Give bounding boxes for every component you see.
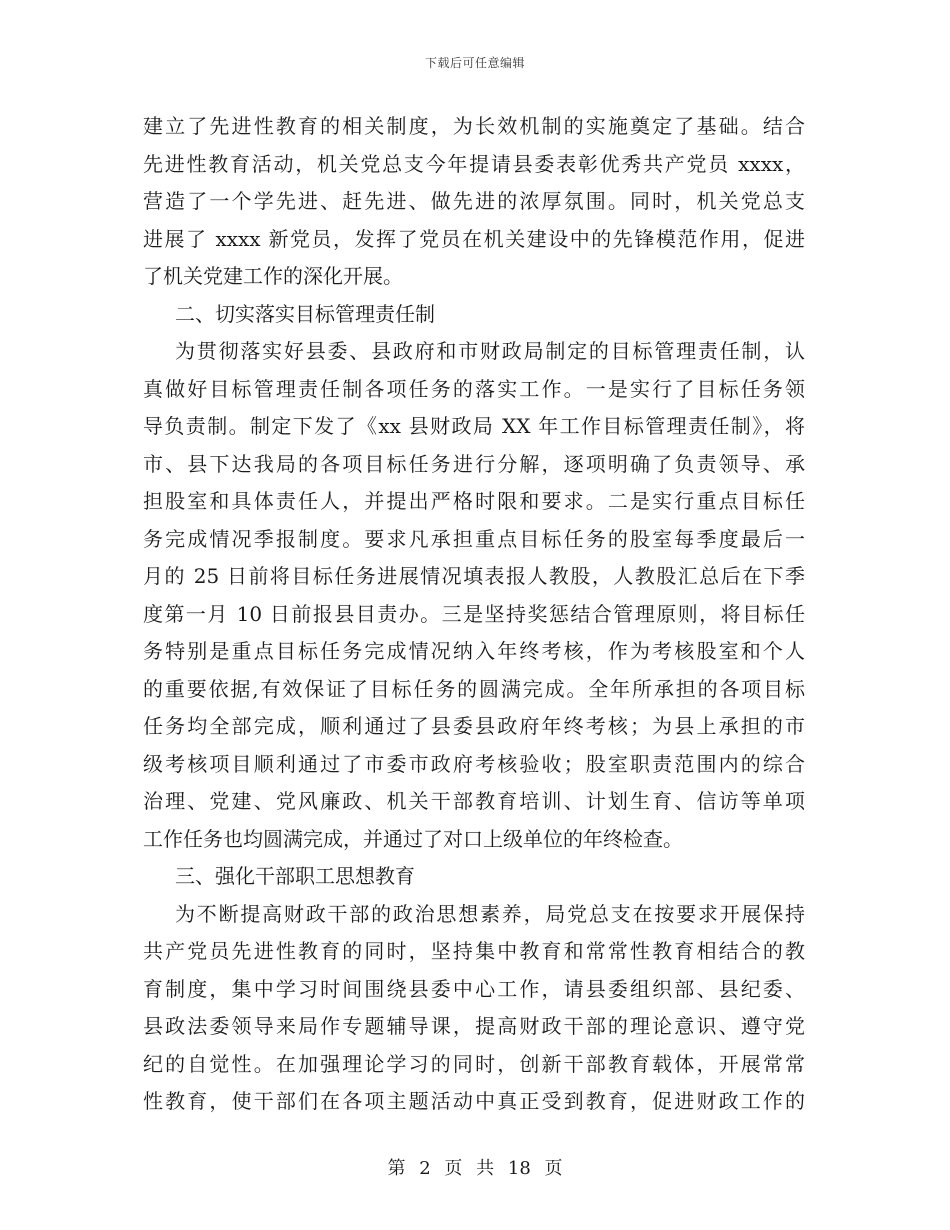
page-label-total-prefix: 共	[476, 1158, 495, 1179]
page-current: 2	[419, 1158, 431, 1179]
text-line: 级考核项目顺利通过了市委市政府考核验收；股室职责范围内的综合	[143, 751, 805, 776]
text-line: 月的 25 日前将目标任务进展情况填表报人教股，人教股汇总后在下季	[143, 564, 805, 588]
page-total: 18	[507, 1158, 531, 1179]
text-line: 真做好目标管理责任制各项任务的落实工作。一是实行了目标任务领	[143, 376, 805, 401]
text-line: 进展了 xxxx 新党员，发挥了党员在机关建设中的先锋模范作用，促进	[143, 226, 805, 251]
text-line: 工作任务也均圆满完成，并通过了对口上级单位的年终检查。	[143, 826, 683, 851]
page-label-mid: 页	[444, 1158, 463, 1179]
text-line: 导负责制。制定下发了《xx 县财政局 XX 年工作目标管理责任制》，将	[143, 414, 805, 438]
text-line: 治理、党建、党风廉政、机关干部教育培训、计划生育、信访等单项	[143, 789, 805, 813]
page-footer	[0, 1154, 950, 1180]
text-line: 营造了一个学先进、赶先进、做先进的浓厚氛围。同时，机关党总支	[143, 189, 805, 213]
text-line: 县政法委领导来局作专题辅导课，提高财政干部的理论意识、遵守党	[143, 1014, 805, 1038]
text-line: 建立了先进性教育的相关制度，为长效机制的实施奠定了基础。结合	[143, 114, 805, 138]
page-label-prefix: 第	[387, 1158, 406, 1179]
page-header-note: 下载后可任意编辑	[424, 56, 525, 70]
text-line: 纪的自觉性。在加强理论学习的同时，创新干部教育载体，开展常常	[143, 1051, 805, 1076]
text-line: 担股室和具体责任人，并提出严格时限和要求。二是实行重点目标任	[143, 489, 805, 513]
text-line: 性教育，使干部们在各项主题活动中真正受到教育，促进财政工作的	[143, 1089, 805, 1113]
text-line: 的重要依据,有效保证了目标任务的圆满完成。全年所承担的各项目标	[143, 676, 805, 701]
text-line: 任务均全部完成，顺利通过了县委县政府年终考核；为县上承担的市	[143, 714, 805, 738]
text-line: 度第一月 10 日前报县目责办。三是坚持奖惩结合管理原则，将目标任	[143, 601, 805, 626]
text-line: 市、县下达我局的各项目标任务进行分解，逐项明确了负责领导、承	[143, 451, 805, 476]
section-heading: 二、切实落实目标管理责任制	[175, 301, 435, 326]
document-body	[143, 108, 805, 1121]
text-line: 务完成情况季报制度。要求凡承担重点目标任务的股室每季度最后一	[143, 526, 805, 551]
text-line: 共产党员先进性教育的同时，坚持集中教育和常常性教育相结合的教	[143, 939, 805, 963]
text-line: 了机关党建工作的深化开展。	[143, 264, 403, 288]
text-line: 为不断提高财政干部的政治思想素养，局党总支在按要求开展保持	[175, 901, 805, 926]
text-line: 务特别是重点目标任务完成情况纳入年终考核，作为考核股室和个人	[143, 639, 805, 663]
text-line: 先进性教育活动，机关党总支今年提请县委表彰优秀共产党员 xxxx，	[143, 151, 805, 176]
text-line: 育制度，集中学习时间围绕县委中心工作，请县委组织部、县纪委、	[143, 976, 805, 1001]
page-label-suffix: 页	[544, 1158, 563, 1179]
text-line: 为贯彻落实好县委、县政府和市财政局制定的目标管理责任制，认	[175, 339, 805, 363]
section-heading: 三、强化干部职工思想教育	[175, 864, 415, 888]
